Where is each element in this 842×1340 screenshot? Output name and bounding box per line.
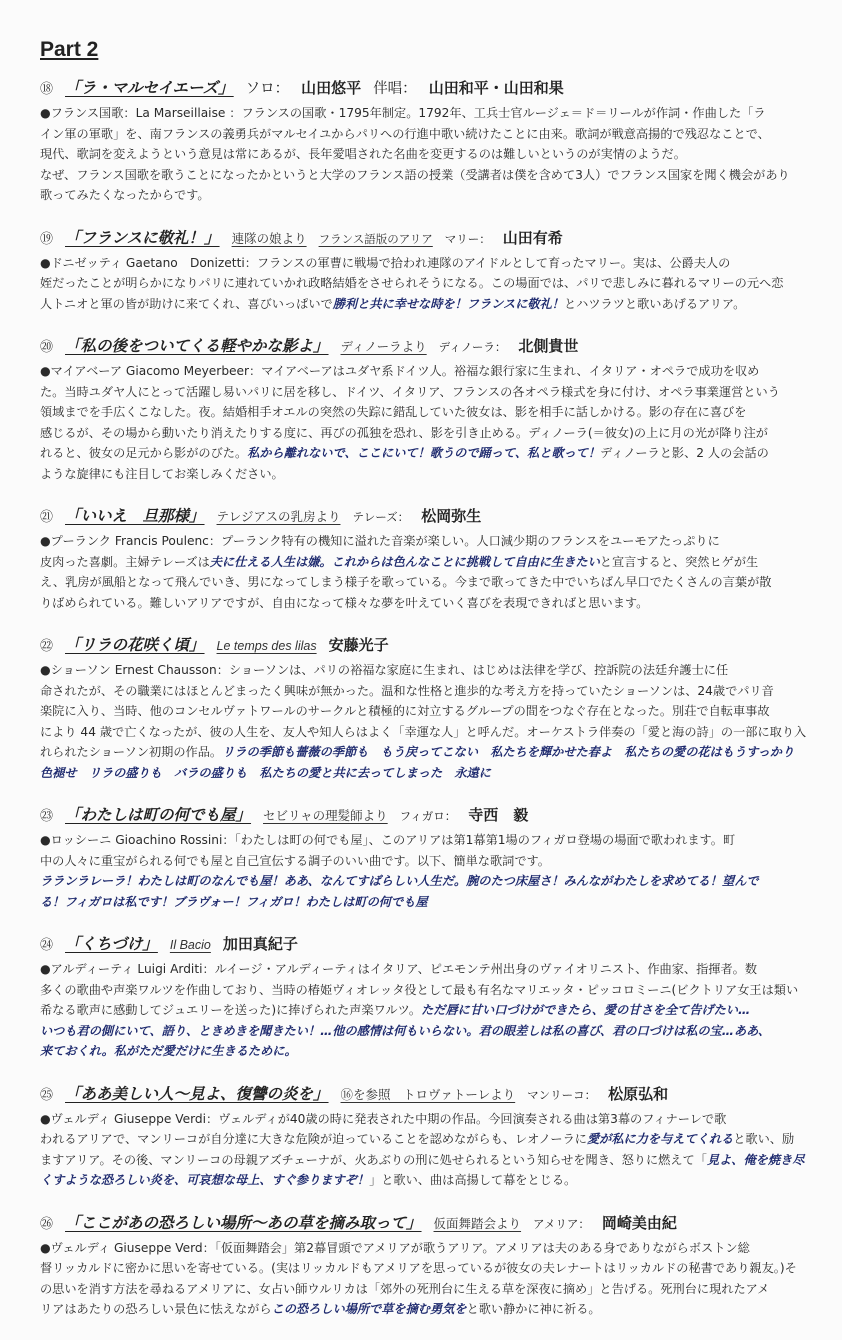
performer-name: 加田真紀子: [222, 935, 298, 953]
text-run: 皮肉った喜劇。主婦テレーズは: [40, 554, 210, 569]
text-run: リアはあたりの恐ろしい景色に怯えながら: [40, 1302, 272, 1316]
lyric-highlight: この恐ろしい場所で草を摘む勇気を: [271, 1302, 467, 1316]
program-item-25: [40, 1082, 810, 1191]
text-line: [40, 443, 810, 464]
song-title: 「私の後をついてくる軽やかな影よ」: [65, 337, 329, 355]
lyric-highlight: 来ておくれ。私がただ愛だけに生きるために。: [40, 1044, 297, 1058]
text-line: 感じるが、その場から動いたり消えたりする度に、再びの孤独を恐れ、影を引き止める。ディノーラ(＝彼女)の上に月の光が降り注が: [40, 425, 768, 440]
description: [40, 830, 810, 912]
text-line: 現代、歌詞を変えようという意見は常にあるが、長年愛唱された名曲を変更するのは難しいというのが実情のようだ。: [40, 147, 686, 161]
lyric-highlight: いつも君の側にいて、語り、ときめきを聞きたい！…他の感情は何もいらない。君の眼差しは私の喜び、君の口づけは私の宝…ああ、: [40, 1023, 771, 1038]
program-item-23: [40, 803, 810, 912]
text-run: ディノーラと影、2 人の会話の: [600, 446, 769, 460]
text-line: [40, 552, 810, 573]
text-line: 中の人々に重宝がられる何でも屋と自己宣伝する調子のいい曲です。以下、簡単な歌詞です。: [40, 853, 550, 868]
lyric-highlight: 愛が私に力を与えてくれる: [586, 1132, 734, 1146]
role-label: ディノーラ：: [438, 340, 507, 354]
text-line: 多くの歌曲や声楽ワルツを作曲しており、当時の椿姫ヴィオレッタ役として最も有名なマリエッタ・ピッコロミーニ(ビクトリア女王は類い: [40, 982, 799, 997]
program-item-21: [40, 504, 810, 613]
text-line: ●ロッシーニ Gioachino Rossini：「わたしは町の何でも屋」、このアリアは第1幕第1場のフィガロ登場の場面で歌われます。町: [40, 833, 736, 847]
item-number: ㉖: [40, 1216, 54, 1232]
lyric-highlight: 色褪せ リラの盛りも バラの盛りも 私たちの愛と共に去ってしまった 永遠に: [40, 765, 491, 780]
opera-source: ⑯を参照 トロヴァトーレより: [340, 1086, 516, 1102]
text-line: [40, 1000, 810, 1021]
text-line: りばめられている。難しいアリアですが、自由になって様々な夢を叶えていく喜びを表現できればと思います。: [40, 595, 649, 610]
lyric-highlight: くすような恐ろしい炎を、可哀想な母上、すぐ参りますぞ！: [40, 1173, 370, 1187]
item-heading: [40, 803, 810, 829]
role-label: ソロ：: [245, 81, 290, 97]
description: [40, 103, 810, 206]
program-item-22: [40, 633, 810, 783]
original-title: Il Bacio: [169, 938, 211, 952]
lyric-highlight: 勝利と共に幸せな時を！フランスに敬礼！: [332, 296, 564, 311]
program-item-19: [40, 226, 810, 315]
text-line: 楽院に入り、当時、他のコンセルヴァトワールのサークルと積極的に対立するグループの間をつなぐ存在となった。別荘で自転車事故: [40, 704, 770, 718]
song-title: 「ラ・マルセイエーズ」: [65, 79, 234, 97]
item-number: ㉒: [40, 639, 54, 654]
part-title: Part 2: [40, 38, 99, 61]
program-item-18: [40, 76, 810, 206]
item-heading: [40, 504, 810, 530]
text-line: [40, 1129, 810, 1150]
item-heading: [40, 633, 810, 659]
item-heading: [40, 334, 810, 360]
performer-name: 寺西 毅: [468, 806, 529, 824]
text-line: により 44 歳で亡くなったが、彼の人生を、友人や知人らはよく「幸運な人」と呼んだ。オーケストラ伴奏の「愛と海の詩」の一部に取り入: [40, 724, 807, 739]
performer-name: 山田和平・山田和果: [428, 79, 564, 97]
text-line: 領域までを手広くこなした。夜。結婚相手オエルの突然の失踪に錯乱していた彼女は、影を相手に話しかける。影の存在に喜びを: [40, 405, 747, 419]
song-title: 「わたしは町の何でも屋」: [65, 806, 252, 824]
item-number: ⑳: [40, 340, 54, 355]
lyric-highlight: ラランラレーラ！わたしは町のなんでも屋！ああ、なんてすばらしい人生だ。腕のたつ床屋さ！みんながわたしを求めてる！望んで: [40, 874, 759, 888]
text-line: ●アルディーティ Luigi Arditi：ルイージ・アルディーティはイタリア、ピエモンテ州出身のヴァイオリニスト、作曲家、指揮者。数: [40, 962, 758, 976]
role-label: 伴唱：: [373, 81, 417, 97]
item-number: ⑲: [40, 231, 54, 247]
text-run: と宣言すると、突然ヒゲが生: [599, 554, 759, 569]
role-label: フィガロ：: [399, 809, 457, 823]
program-item-24: [40, 932, 810, 1062]
text-line: ●ヴェルディ Giuseppe Verd：「仮面舞踏会」第2幕冒頭でアメリアが歌うアリア。アメリアは夫のある身でありながらボストン総: [40, 1240, 750, 1255]
version-note: フランス語版のアリア: [318, 231, 433, 246]
performer-name: 岡崎美由紀: [601, 1213, 677, 1232]
lyric-highlight: 見よ、俺を焼き尽: [706, 1152, 805, 1167]
description: [40, 660, 810, 783]
opera-source: 仮面舞踏会より: [433, 1215, 522, 1231]
role-label: マリー：: [444, 231, 491, 246]
description: [40, 361, 810, 484]
lyric-highlight: ただ唇に甘い口づけができたら、愛の甘さを全て告げたい…: [421, 1003, 751, 1017]
program-item-20: [40, 334, 810, 484]
description: [40, 959, 810, 1062]
lyric-highlight: 私から離れないで、ここにいて！歌うので踊って、私と歌って！: [247, 446, 601, 460]
text-run: 」と歌い、曲は高揚して幕をとじる。: [369, 1173, 577, 1187]
text-line: 歌ってみたくなったからです。: [40, 188, 210, 202]
role-label: アメリア：: [533, 1216, 590, 1231]
text-run: われるアリアで、マンリーコが自分達に大きな危険が迫っていることを認めながらも、レオノーラに: [40, 1132, 587, 1146]
item-number: ㉑: [40, 510, 54, 525]
song-title: 「フランスに敬礼！」: [65, 228, 220, 247]
text-line: [40, 742, 810, 763]
lyric-highlight: る！フィガロは私です！ブラヴォー！フィガロ！わたしは町の何でも屋: [40, 894, 428, 909]
performer-name: 山田悠平: [301, 79, 362, 97]
performer-name: 山田有希: [502, 228, 563, 247]
song-title: 「くちづけ」: [65, 935, 158, 953]
text-line: なぜ、フランス国歌を歌うことになったかというと大学のフランス語の授業（受講者は僕を含めて3人）でフランス国家を聞く機会があり: [40, 167, 790, 182]
text-run: 人トニオと軍の皆が助けに来てくれ、喜びいっぱいで: [40, 296, 333, 311]
text-line: [40, 294, 810, 315]
opera-source: ディノーラより: [340, 339, 427, 354]
item-number: ㉕: [40, 1087, 54, 1103]
description: [40, 531, 810, 613]
text-line: た。当時ユダヤ人にとって活躍し易いパリに居を移し、ドイツ、イタリア、フランスの各オペラ様式を身に付け、オペラ事業運営という: [40, 384, 780, 399]
item-number: ㉔: [40, 938, 54, 953]
description: [40, 1109, 810, 1191]
text-line: ような旋律にも注目してお楽しみください。: [40, 466, 284, 481]
text-line: ●マイアベーア Giacomo Meyerbeer：マイアベーアはユダヤ系ドイツ人。裕福な銀行家に生まれ、イタリア・オペラで成功を収め: [40, 364, 760, 378]
opera-source: セビリャの理髪師より: [263, 808, 388, 823]
text-line: ●プーランク Francis Poulenc：プーランク特有の機知に溢れた音楽が楽しい。人口減少期のフランスをユーモアたっぷりに: [40, 534, 720, 548]
item-heading: [40, 1082, 810, 1108]
text-line: イン軍の軍歌」を、南フランスの義勇兵がマルセイユからパリへの行進中歌い続けたことに由来。歌詞が戦意高揚的で残忍なことで、: [40, 126, 770, 141]
performer-name: 安藤光子: [328, 636, 389, 654]
description: [40, 253, 810, 315]
lyric-highlight: リラの季節も薔薇の季節も もう戻ってこない 私たちを輝かせた春よ 私たちの愛の花はもうすっかり: [222, 745, 795, 759]
text-run: とハツラツと歌いあげるアリア。: [563, 296, 746, 311]
song-title: 「いいえ 旦那様」: [65, 507, 205, 525]
text-run: と歌い静かに神に祈る。: [466, 1302, 601, 1316]
text-run: れられたショーソン初期の作品。: [40, 745, 223, 759]
item-number: ⑱: [40, 82, 54, 97]
item-heading: [40, 1211, 810, 1237]
item-number: ㉓: [40, 809, 54, 824]
text-line: ●ヴェルディ Giuseppe Verdi：ヴェルディが40歳の時に発表された中期の作品。今回演奏される曲は第3幕のフィナーレで歌: [40, 1111, 727, 1126]
item-heading: [40, 932, 810, 958]
item-heading: [40, 76, 810, 102]
lyric-highlight: 夫に仕える人生は嫌。これからは色んなことに挑戦して自由に生きたい: [209, 554, 600, 569]
program-item-26: [40, 1211, 810, 1320]
song-title: 「リラの花咲く頃」: [65, 636, 205, 654]
performer-name: 北側貴世: [518, 337, 579, 355]
description: [40, 1238, 810, 1320]
song-title: 「ああ美しい人～見よ、復讐の炎を」: [65, 1084, 329, 1103]
opera-source: 連隊の娘より: [231, 230, 307, 246]
text-line: ●ショーソン Ernest Chausson：ショーソンは、パリの裕福な家庭に生まれ、はじめは法律を学び、控訴院の法廷弁護士に任: [40, 663, 729, 677]
text-run: れると、彼女の足元から影がのびた。: [40, 446, 248, 460]
text-run: ますアリア。その後、マンリーコの母親アズチェーナが、火あぶりの刑に処せられるという知らせを聞き、怒りに燃えて「: [40, 1152, 707, 1167]
text-line: 命されたが、その職業にはほとんどまったく興味が無かった。温和な性格と進歩的な考え方を持っていたショーソンは、24歳でパリ音: [40, 683, 774, 698]
song-title: 「ここがあの恐ろしい場所～あの草を摘み取って」: [65, 1213, 422, 1232]
text-line: ●ドニゼッティ Gaetano Donizetti：フランスの軍曹に戦場で拾われ連隊のアイドルとして育ったマリー。実は、公爵夫人の: [40, 255, 731, 270]
text-line: の思いを消す方法を尋ねるアメリアに、女占い師ウルリカは「郊外の死刑台に生える草を深夜に摘め」と告げる。死刑台に現れたアメ: [40, 1281, 770, 1296]
item-heading: [40, 226, 810, 252]
performer-name: 松岡弥生: [421, 507, 482, 525]
role-label: テレーズ：: [352, 510, 410, 524]
text-line: [40, 1150, 810, 1171]
text-line: え、乳房が風船となって飛んでいき、男になってしまう様子を歌っている。今まで歌ってきた中でいちばん早口でたくさんの言葉が散: [40, 575, 772, 589]
original-title: Le temps des lilas: [216, 639, 317, 653]
text-line: 姪だったことが明らかになりパリに連れていかれ政略結婚をさせられそうになる。この場面では、パリで悲しみに暮れるマリーの元へ恋: [40, 276, 784, 290]
performer-name: 松原弘和: [608, 1084, 669, 1103]
program-page: [40, 38, 810, 1340]
text-line: 督リッカルドに密かに思いを寄せている。(実はリッカルドもアメリアを思っているが彼女の夫レナートはリッカルドの秘書であり親友。)そ: [40, 1261, 797, 1275]
opera-source: テレジアスの乳房より: [216, 509, 341, 524]
text-line: [40, 1299, 810, 1320]
text-run: 希なる歌声に感動してジュエリーを送った)に捧げられた声楽ワルツ。: [40, 1003, 422, 1017]
text-line: ●フランス国歌：La Marseillaise ：フランスの国歌・1795年制定。1792年、工兵士官ルージェ＝ド＝リールが作詞・作曲した「ラ: [40, 106, 766, 120]
text-run: と歌い、励: [733, 1132, 795, 1146]
text-line: [40, 1170, 810, 1191]
role-label: マンリーコ：: [527, 1087, 597, 1102]
